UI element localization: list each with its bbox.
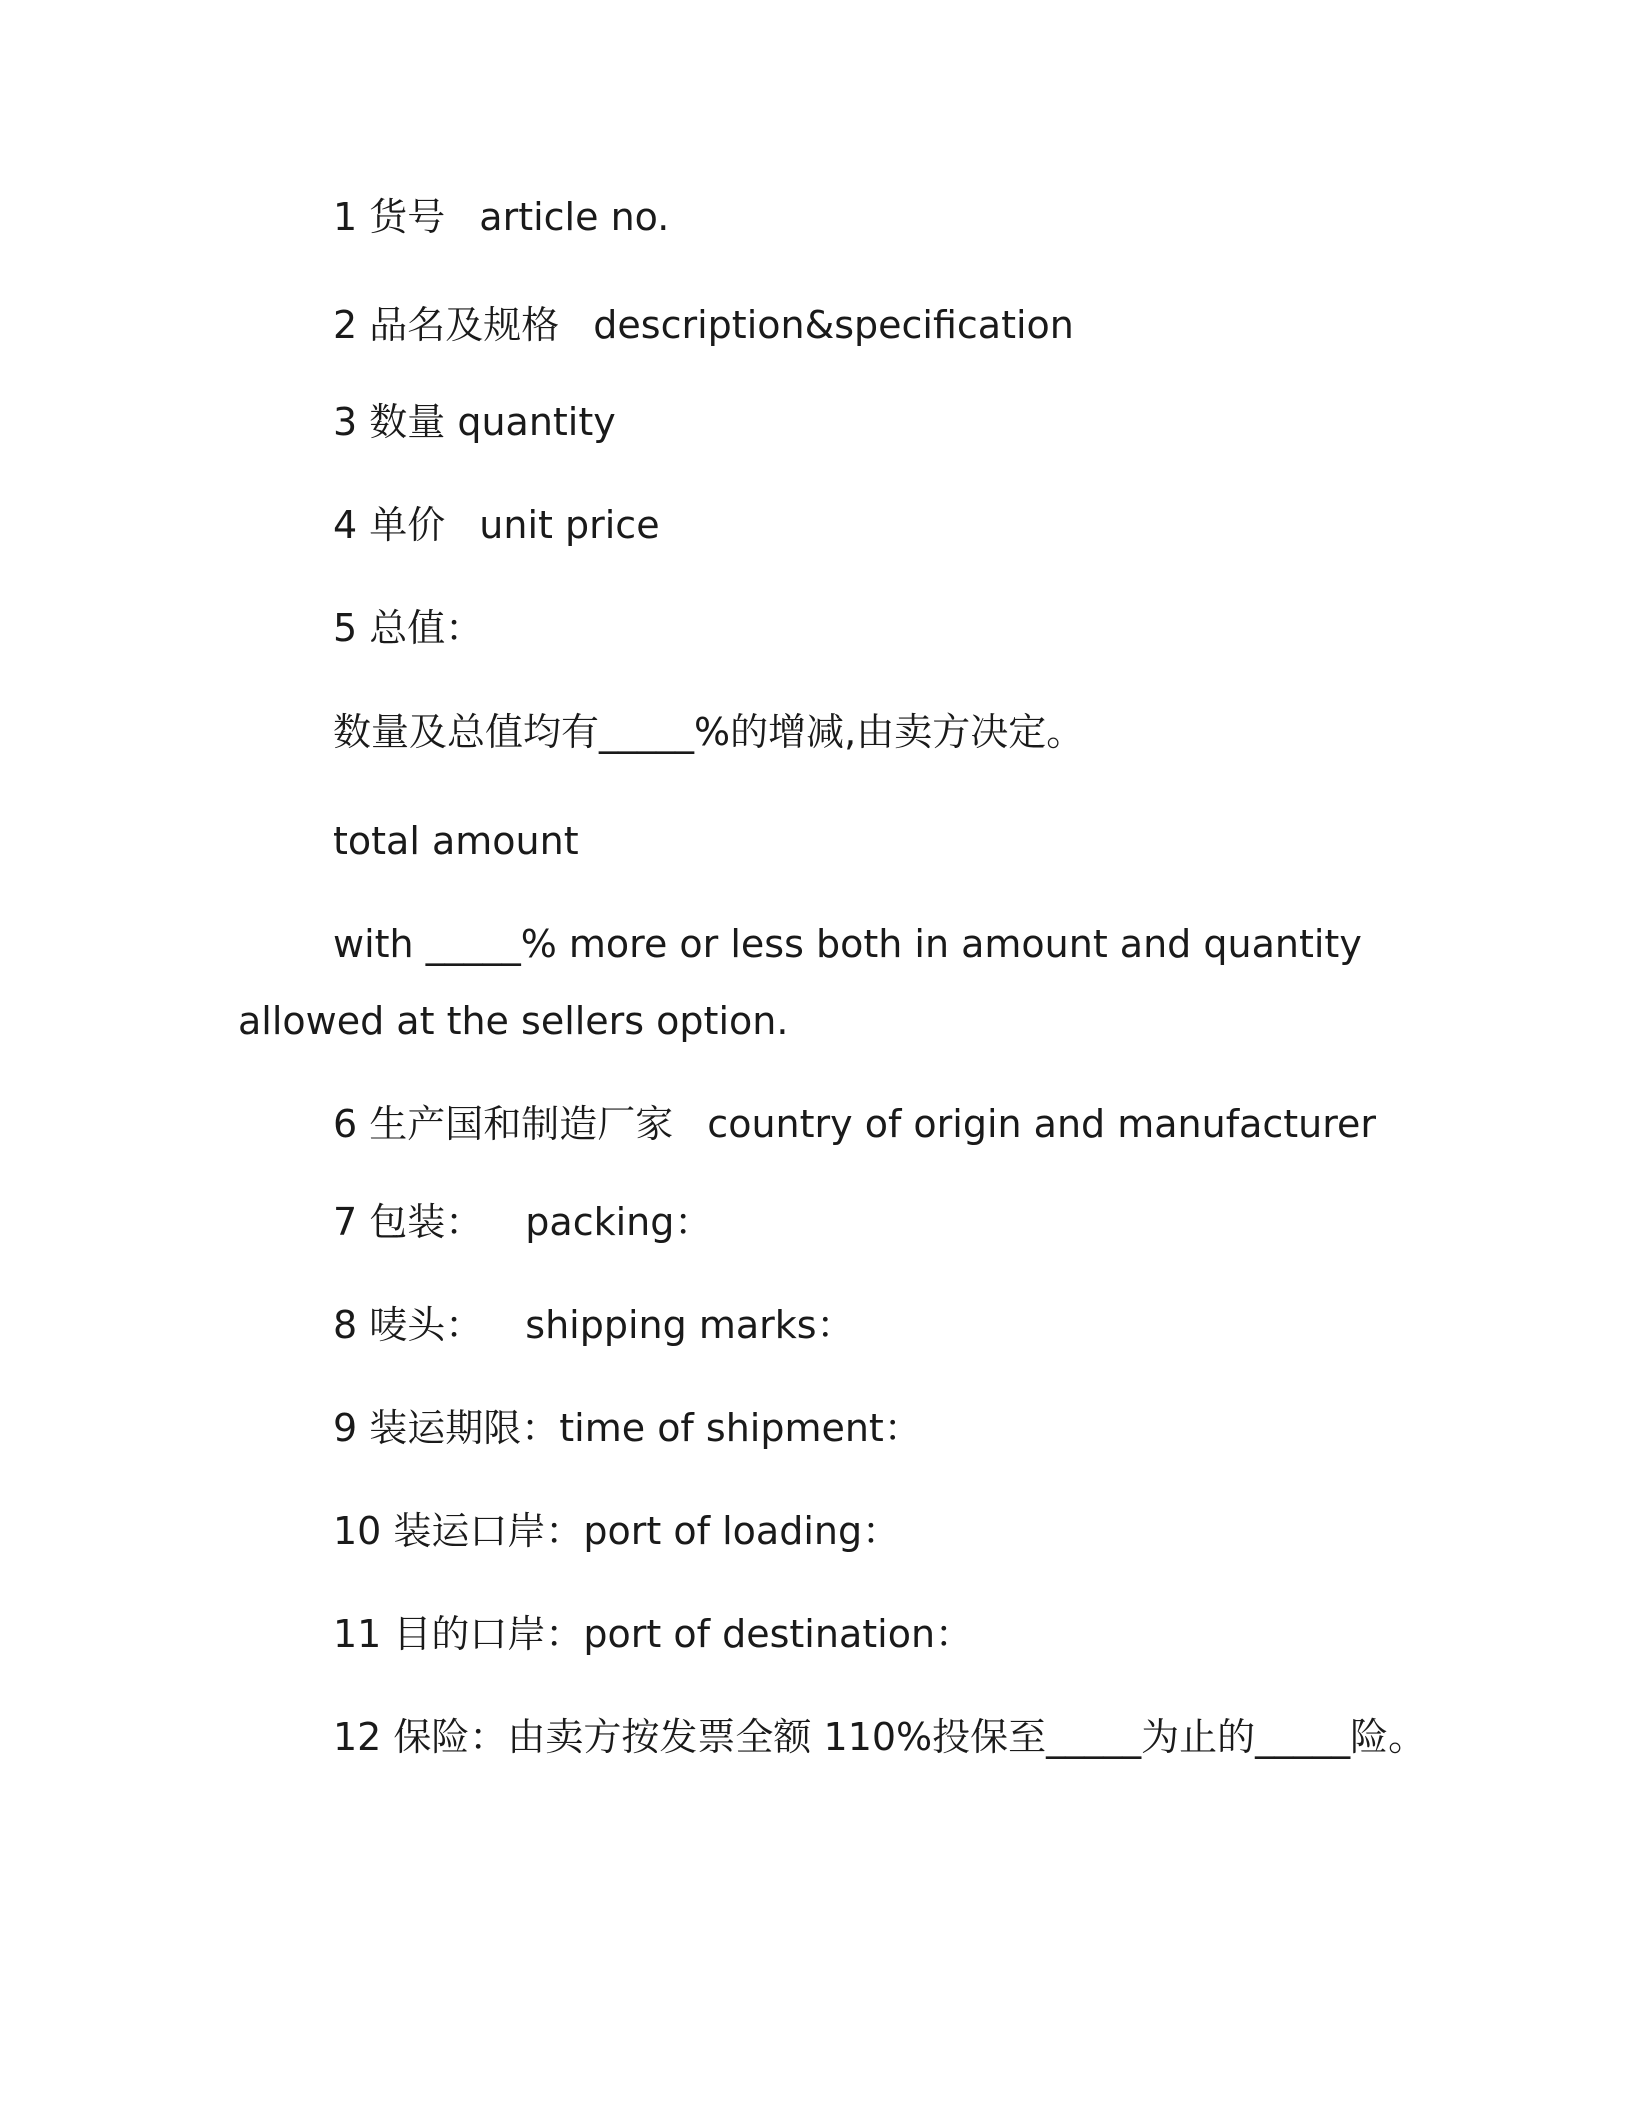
item-number: 4 [333, 503, 358, 547]
item-label-zh: 品名及规格 [369, 303, 560, 347]
item-country-of-origin [333, 1099, 1376, 1149]
item-quantity: 3 数量 quantity [333, 400, 616, 444]
clause-quantity-tolerance-zh: 数量及总值均有_____%的增减,由卖方决定。 [333, 710, 1085, 754]
item-insurance: 12 保险：由卖方按发票全额 110%投保至_____为止的_____险。 [333, 1715, 1427, 1759]
item-packing [333, 1197, 712, 1247]
item-number: 7 [333, 1200, 358, 1244]
item-label-en: article no. [479, 195, 670, 239]
clause-quantity-tolerance-en-continued: allowed at the sellers option. [238, 999, 789, 1043]
item-number: 8 [333, 1303, 358, 1347]
item-port-of-destination: 11 目的口岸：port of destination： [333, 1612, 974, 1656]
item-unit-price [333, 500, 660, 550]
item-label-en: unit price [479, 503, 660, 547]
item-label-zh: 单价 [369, 503, 446, 547]
item-total-value: 5 总值： [333, 606, 484, 650]
item-description [333, 300, 1074, 350]
label-total-amount: total amount [333, 819, 579, 863]
item-label-zh: 唛头： [369, 1303, 484, 1347]
clause-quantity-tolerance-en: with _____% more or less both in amount and quantity [333, 922, 1362, 966]
item-number: 6 [333, 1102, 358, 1146]
item-port-of-loading: 10 装运口岸：port of loading： [333, 1509, 901, 1553]
item-label-en: country of origin and manufacturer [707, 1102, 1377, 1146]
item-number: 1 [333, 195, 358, 239]
item-label-zh: 生产国和制造厂家 [369, 1102, 674, 1146]
item-label-en: shipping marks： [525, 1303, 855, 1347]
item-time-of-shipment: 9 装运期限：time of shipment： [333, 1406, 922, 1450]
item-article-no [333, 192, 669, 242]
item-label-zh: 包装： [369, 1200, 484, 1244]
item-label-en: packing： [525, 1200, 713, 1244]
item-label-en: description&specification [593, 303, 1074, 347]
item-shipping-marks [333, 1300, 855, 1350]
item-number: 2 [333, 303, 358, 347]
item-label-zh: 货号 [369, 195, 446, 239]
